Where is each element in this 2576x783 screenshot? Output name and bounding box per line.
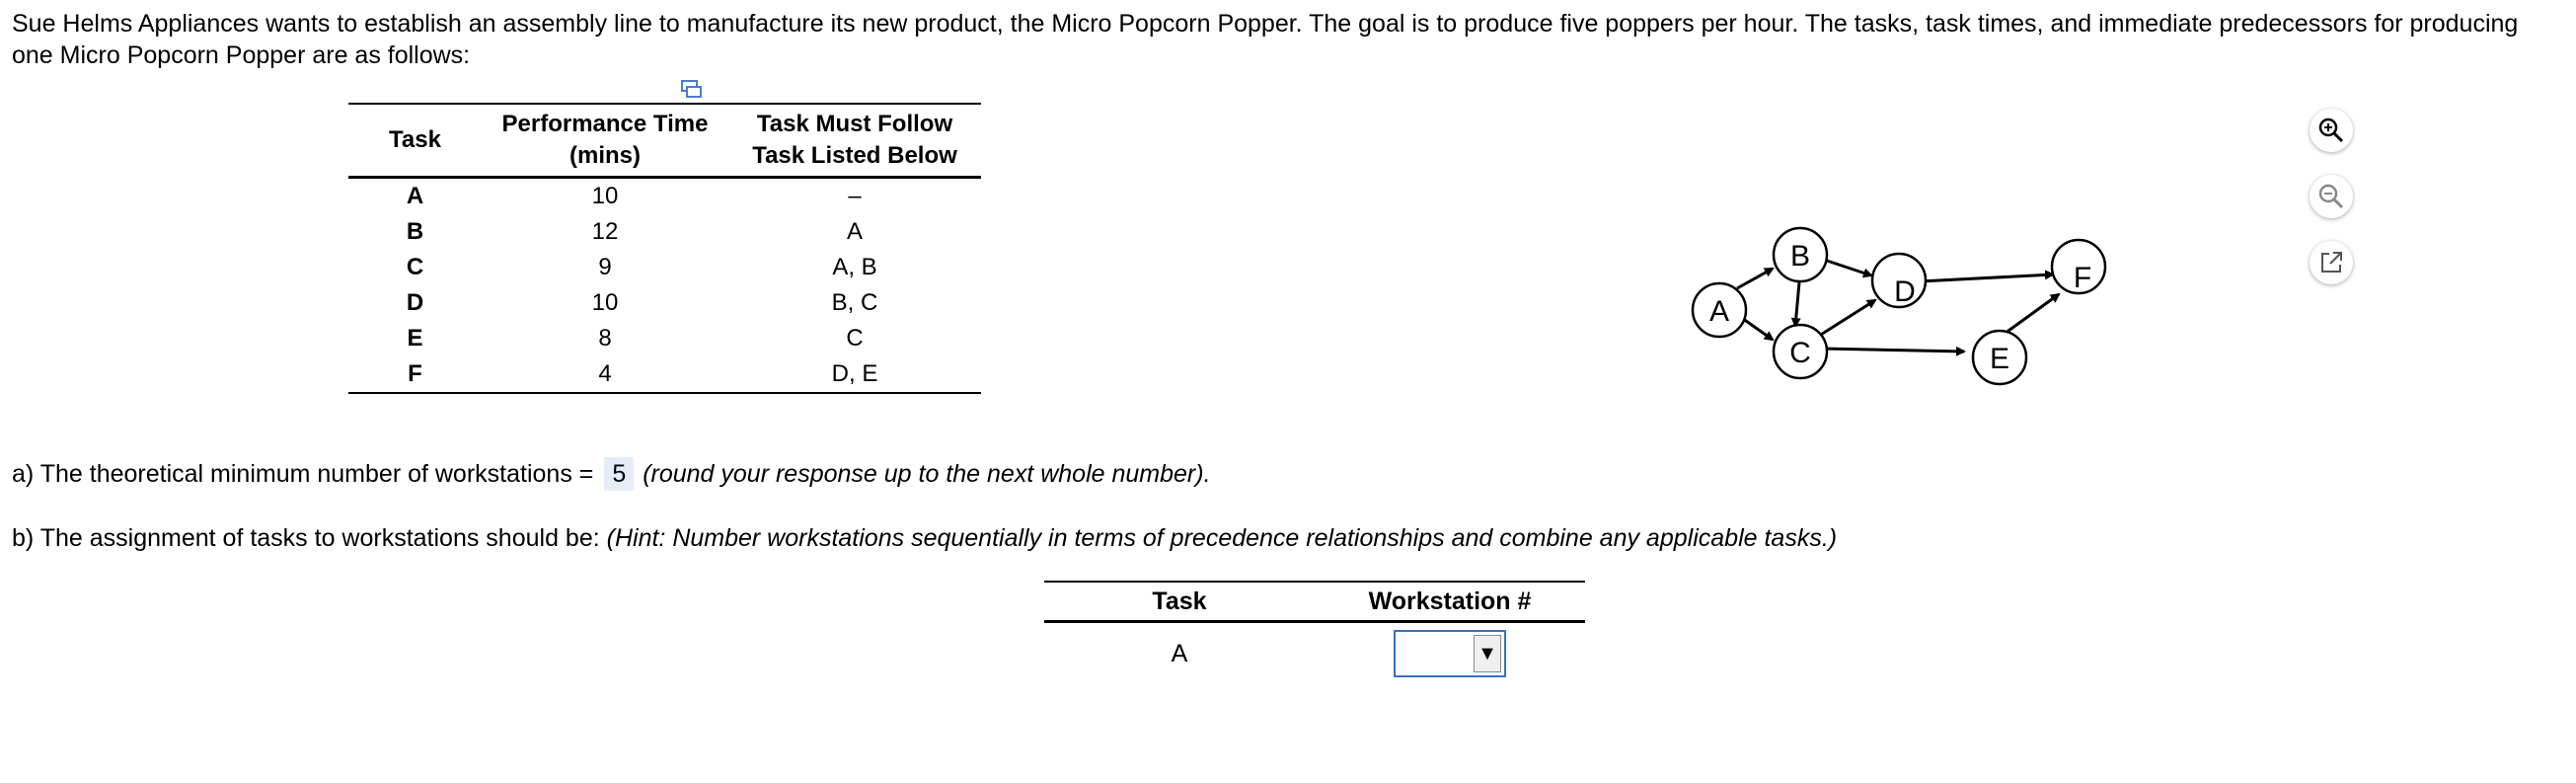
zoom-in-icon [2316, 116, 2346, 145]
edge-b-c [1795, 282, 1799, 326]
zoom-out-icon [2316, 182, 2346, 211]
node-label-b: B [1789, 240, 1811, 273]
predecessor-cell: A, B [832, 254, 877, 280]
time-cell: 4 [482, 356, 728, 393]
popout-button[interactable] [2310, 241, 2353, 284]
task-table-header-row [348, 104, 981, 178]
header-time-line1: Performance Time [501, 111, 709, 137]
question-b-text: b) The assignment of tasks to workstations should be: [12, 524, 600, 552]
task-cell: E [407, 325, 423, 352]
edge-d-f [1920, 274, 2053, 281]
workstation-select[interactable] [1394, 630, 1506, 677]
zoom-in-button[interactable] [2310, 109, 2353, 152]
predecessor-cell: D, E [728, 356, 981, 393]
predecessor-cell: – [848, 183, 862, 209]
question-b [12, 521, 1837, 555]
predecessor-cell: C [846, 325, 864, 352]
assignment-task-cell: A [1171, 639, 1188, 667]
table-row [348, 321, 981, 356]
time-cell: 10 [591, 183, 619, 209]
time-cell: 12 [591, 218, 619, 245]
table-row [348, 178, 981, 215]
task-cell: D [406, 289, 424, 316]
task-cell: C [406, 254, 424, 280]
table-row [348, 356, 981, 393]
header-task: Task [348, 104, 482, 178]
predecessor-cell: B, C [831, 289, 878, 316]
question-a-hint: (round your response up to the next whole number). [643, 460, 1211, 488]
table-row [348, 285, 981, 321]
task-cell: B [406, 218, 424, 245]
time-cell: 9 [598, 254, 612, 280]
dropdown-arrow-icon[interactable]: ▼ [1474, 635, 1501, 672]
table-row [1044, 622, 1585, 685]
workstations-answer[interactable]: 5 [604, 457, 634, 491]
header-pred-line1: Task Must Follow [756, 111, 953, 137]
copy-table-icon[interactable] [681, 79, 703, 99]
time-cell: 8 [598, 325, 612, 352]
header-performance-time [482, 104, 728, 178]
predecessor-cell: A [846, 218, 863, 245]
table-row [348, 214, 981, 250]
edge-c-e [1822, 349, 1964, 352]
popout-icon [2316, 248, 2346, 277]
node-label-a: A [1708, 295, 1730, 328]
node-label-c: C [1789, 337, 1811, 369]
question-a-text: a) The theoretical minimum number of workstations = [12, 460, 594, 488]
task-data-table [348, 103, 981, 394]
header-predecessors [728, 104, 981, 178]
edge-c-d [1816, 300, 1875, 338]
precedence-diagram [1678, 217, 2132, 395]
assignment-header-workstation: Workstation # [1315, 582, 1585, 622]
assignment-header-row [1044, 582, 1585, 622]
edge-a-b [1737, 269, 1773, 288]
assignment-table [1044, 581, 1585, 684]
assignment-workstation-cell [1315, 622, 1585, 685]
header-pred-line2: Task Listed Below [752, 142, 957, 169]
question-b-hint: (Hint: Number workstations sequentially in terms of precedence relationships and combine any applicable tasks.) [606, 524, 1838, 552]
header-time-line2: (mins) [569, 142, 641, 169]
task-cell: A [406, 183, 424, 209]
zoom-out-button[interactable] [2310, 175, 2353, 218]
time-cell: 10 [591, 289, 619, 316]
assignment-header-task: Task [1044, 582, 1315, 622]
node-label-f: F [2073, 262, 2092, 294]
workstation-select-value [1396, 632, 1474, 675]
question-a [12, 457, 1211, 491]
table-row [348, 250, 981, 285]
problem-statement: Sue Helms Appliances wants to establish an assembly line to manufacture its new product, the Micro Popcorn Popper. The goal is to produce five poppers per hour. The tasks, task times, and immediate predecessors for producing one Micro Popcorn Popper are as follows: [12, 10, 2519, 69]
task-cell: F [348, 356, 482, 393]
edge-e-f [2002, 294, 2059, 336]
node-label-d: D [1894, 275, 1916, 308]
node-label-e: E [1989, 343, 2010, 375]
edge-b-d [1821, 259, 1871, 275]
